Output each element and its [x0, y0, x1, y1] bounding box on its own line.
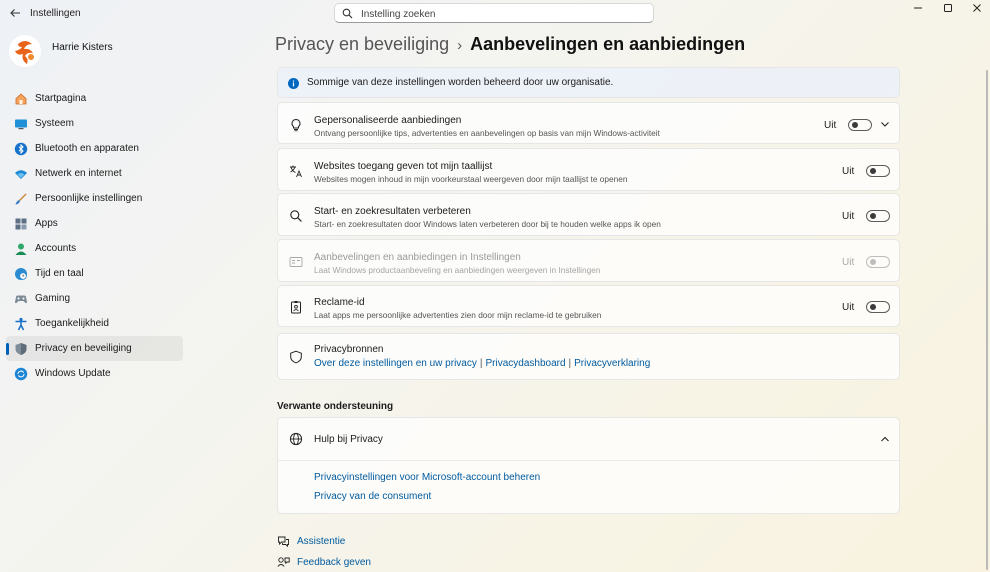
search-icon — [289, 209, 303, 223]
maximize-button[interactable] — [933, 2, 963, 16]
toggle-switch[interactable] — [866, 301, 890, 313]
breadcrumb — [275, 34, 745, 55]
toggle-state-label: Uit — [842, 166, 855, 177]
sidebar-item-persoonlijke-instellingen[interactable] — [6, 186, 183, 211]
help-privacy-header[interactable] — [278, 418, 899, 460]
search-input[interactable] — [359, 6, 643, 22]
sidebar-item-startpagina[interactable] — [6, 86, 183, 111]
minimize-icon — [913, 3, 923, 13]
privacy-resources-links — [314, 358, 650, 369]
toggle-state-label: Uit — [824, 120, 837, 131]
settings-panel-icon — [289, 255, 303, 269]
apps-icon — [14, 217, 28, 231]
home-icon — [14, 92, 28, 106]
info-banner — [277, 67, 900, 98]
avatar-logo-icon — [9, 35, 41, 67]
wifi-icon — [14, 167, 28, 181]
app-title: Instellingen — [30, 8, 81, 19]
sidebar-item-tijd-en-taal[interactable] — [6, 261, 183, 286]
link-separator: | — [568, 358, 572, 369]
toggle-state-label: Uit — [842, 257, 855, 268]
bluetooth-icon — [14, 142, 28, 156]
chevron-up-icon[interactable] — [880, 435, 890, 443]
help-privacy-title: Hulp bij Privacy — [314, 434, 383, 445]
avatar[interactable] — [9, 35, 41, 67]
toggle-state-label: Uit — [842, 302, 855, 313]
toggle-knob — [870, 304, 876, 310]
link-privacyverklaring[interactable]: Privacyverklaring — [574, 358, 651, 369]
privacy-resources-title: Privacybronnen — [314, 344, 384, 355]
divider — [278, 460, 899, 461]
page-title: Aanbevelingen en aanbiedingen — [470, 34, 746, 54]
toggle-switch — [866, 256, 890, 268]
sidebar-item-label: Systeem — [35, 118, 74, 129]
toggle-knob — [870, 259, 876, 265]
sidebar-item-label: Tijd en taal — [35, 268, 84, 279]
info-icon — [288, 78, 299, 89]
update-icon — [14, 367, 28, 381]
person-icon — [14, 242, 28, 256]
sidebar-item-label: Gaming — [35, 293, 71, 304]
sidebar-nav — [6, 86, 183, 386]
setting-gepersonaliseerde-aanbiedingen[interactable] — [277, 102, 900, 144]
sidebar-item-label: Apps — [35, 218, 58, 229]
close-icon — [972, 3, 982, 13]
shield-icon — [14, 342, 28, 356]
chevron-down-icon[interactable] — [880, 120, 890, 128]
sidebar-item-accounts[interactable] — [6, 236, 183, 261]
feedback-icon — [277, 556, 290, 569]
user-name: Harrie Kisters — [52, 42, 113, 53]
toggle-knob — [870, 213, 876, 219]
help-icon — [277, 535, 290, 548]
close-button[interactable] — [962, 2, 990, 16]
setting-websites-taallijst[interactable] — [277, 148, 900, 191]
sidebar-item-netwerk[interactable] — [6, 161, 183, 186]
title-bar — [0, 0, 990, 28]
shield-outline-icon — [289, 350, 303, 364]
setting-title: Websites toegang geven tot mijn taallijst — [314, 161, 493, 172]
sidebar-item-label: Startpagina — [35, 93, 87, 104]
globe-clock-icon — [14, 267, 28, 281]
info-text: Sommige van deze instellingen worden beheerd door uw organisatie. — [307, 77, 614, 88]
sidebar-item-toegankelijkheid[interactable] — [6, 311, 183, 336]
lightbulb-icon — [289, 118, 303, 132]
globe-icon — [289, 432, 303, 446]
setting-aanbevelingen-in-instellingen — [277, 239, 900, 282]
link-over-deze-instellingen[interactable]: Over deze instellingen en uw privacy — [314, 358, 477, 369]
sidebar-item-windows-update[interactable] — [6, 361, 183, 386]
setting-description: Laat Windows productaanbeveling en aanbiedingen weergeven in Instellingen — [314, 265, 601, 275]
toggle-switch[interactable] — [848, 119, 872, 131]
privacy-resources-card — [277, 333, 900, 380]
sidebar-item-label: Bluetooth en apparaten — [35, 143, 139, 154]
sidebar-item-label: Accounts — [35, 243, 77, 254]
sidebar-item-systeem[interactable] — [6, 111, 183, 136]
back-arrow-icon[interactable] — [8, 6, 22, 20]
toggle-state-label: Uit — [842, 211, 855, 222]
link-feedback-geven[interactable]: Feedback geven — [297, 557, 371, 568]
sidebar-item-gaming[interactable] — [6, 286, 183, 311]
related-support-heading: Verwante ondersteuning — [277, 401, 394, 412]
setting-description: Ontvang persoonlijke tips, advertenties en aanbevelingen op basis van mijn Windows-activiteit — [314, 128, 660, 138]
setting-description: Start- en zoekresultaten door Windows laten verbeteren door bij te houden welke apps ik open — [314, 219, 661, 229]
link-privacyinstellingen-microsoft-account[interactable]: Privacyinstellingen voor Microsoft-account beheren — [314, 472, 541, 483]
scrollbar[interactable] — [986, 70, 988, 570]
setting-reclame-id[interactable] — [277, 285, 900, 327]
toggle-knob — [852, 122, 858, 128]
monitor-icon — [14, 117, 28, 131]
setting-title: Reclame-id — [314, 297, 365, 308]
language-icon — [289, 164, 303, 178]
link-separator: | — [479, 358, 483, 369]
minimize-button[interactable] — [903, 2, 933, 16]
toggle-knob — [870, 168, 876, 174]
breadcrumb-separator: › — [457, 37, 463, 54]
sidebar-item-label: Toegankelijkheid — [35, 318, 109, 329]
id-badge-icon — [289, 300, 303, 314]
sidebar-item-privacy-en-beveiliging[interactable] — [6, 336, 183, 361]
link-assistentie[interactable]: Assistentie — [297, 536, 346, 547]
accessibility-icon — [14, 317, 28, 331]
toggle-switch[interactable] — [866, 210, 890, 222]
sidebar-item-label: Persoonlijke instellingen — [35, 193, 143, 204]
link-privacy-van-de-consument[interactable]: Privacy van de consument — [314, 491, 432, 502]
search-icon — [342, 8, 353, 19]
sidebar-item-bluetooth[interactable] — [6, 136, 183, 161]
link-privacydashboard[interactable]: Privacydashboard — [485, 358, 566, 369]
sidebar-item-label: Windows Update — [35, 368, 111, 379]
sidebar-item-label: Privacy en beveiliging — [35, 343, 132, 354]
search-box[interactable] — [334, 3, 654, 23]
setting-start-zoekresultaten[interactable] — [277, 193, 900, 236]
brush-icon — [14, 192, 28, 206]
setting-description: Websites mogen inhoud in mijn voorkeurstaal weergeven door mijn taallijst te openen — [314, 174, 628, 184]
sidebar-item-label: Netwerk en internet — [35, 168, 122, 179]
toggle-switch[interactable] — [866, 165, 890, 177]
maximize-icon — [943, 3, 953, 13]
breadcrumb-parent[interactable]: Privacy en beveiliging — [275, 34, 450, 54]
setting-title: Start- en zoekresultaten verbeteren — [314, 206, 471, 217]
setting-title: Gepersonaliseerde aanbiedingen — [314, 115, 462, 126]
sidebar-item-apps[interactable] — [6, 211, 183, 236]
setting-description: Laat apps me persoonlijke advertenties zien door mijn reclame-id te gebruiken — [314, 310, 602, 320]
setting-title: Aanbevelingen en aanbiedingen in Instellingen — [314, 252, 521, 263]
gamepad-icon — [14, 292, 28, 306]
